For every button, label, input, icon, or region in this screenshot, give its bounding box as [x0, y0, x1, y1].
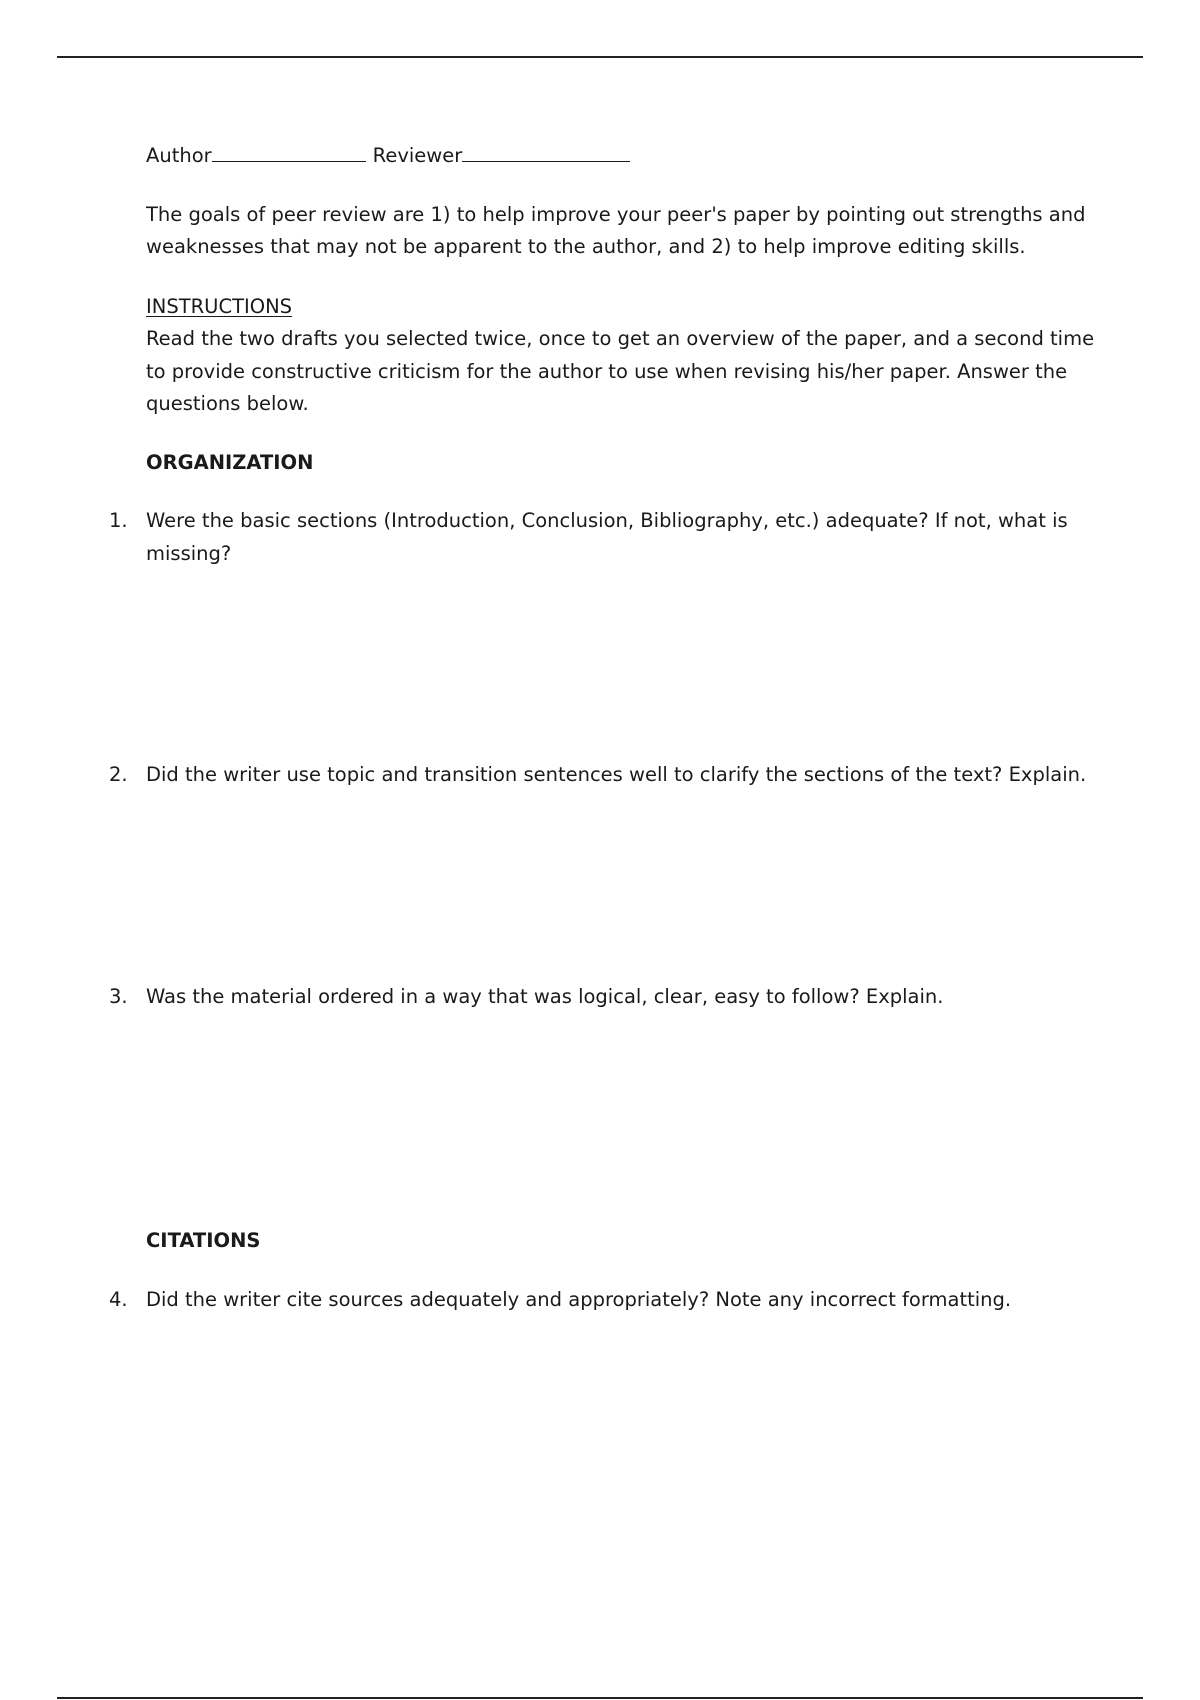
question-number: 2.	[109, 763, 128, 786]
bottom-rule	[57, 1697, 1143, 1699]
answer-space-3[interactable]	[146, 1013, 1096, 1225]
intro-paragraph: The goals of peer review are 1) to help improve your peer's paper by pointing out strengths and weaknesses that may not be apparent to the author, and 2) to help improve editing skills.	[146, 202, 1086, 258]
question-text: Was the material ordered in a way that was logical, clear, easy to follow? Explain.	[146, 984, 944, 1008]
question-number: 4.	[109, 1287, 128, 1311]
author-reviewer-fields	[146, 140, 1096, 173]
question-number: 3.	[109, 984, 128, 1008]
question-2	[109, 759, 1096, 792]
question-text: Did the writer use topic and transition sentences well to clarify the sections of the text? Explain.	[146, 763, 1087, 786]
instructions-heading: INSTRUCTIONS	[146, 294, 293, 318]
question-text: Were the basic sections (Introduction, Conclusion, Bibliography, etc.) adequate? If not, what is missing?	[146, 509, 1068, 565]
top-rule	[57, 56, 1143, 58]
peer-review-form	[109, 140, 1096, 1516]
answer-space-1[interactable]	[146, 570, 1096, 759]
question-3	[109, 981, 1096, 1014]
question-4	[109, 1284, 1096, 1317]
instructions-body: Read the two drafts you selected twice, once to get an overview of the paper, and a second time to provide constructive criticism for the author to use when revising his/her paper. Answer the questions below.	[146, 327, 1095, 415]
reviewer-blank-line[interactable]	[462, 143, 630, 162]
section-heading-organization: ORGANIZATION	[146, 450, 314, 474]
question-number: 1.	[109, 509, 128, 532]
question-text: Did the writer cite sources adequately and appropriately? Note any incorrect formatting.	[146, 1287, 1012, 1311]
author-blank-line[interactable]	[212, 143, 366, 162]
answer-space-2[interactable]	[146, 792, 1096, 981]
section-heading-citations: CITATIONS	[146, 1229, 261, 1252]
question-1	[109, 505, 1096, 570]
reviewer-label: Reviewer	[372, 144, 463, 167]
answer-space-4[interactable]	[146, 1316, 1096, 1516]
author-label: Author	[146, 144, 212, 167]
